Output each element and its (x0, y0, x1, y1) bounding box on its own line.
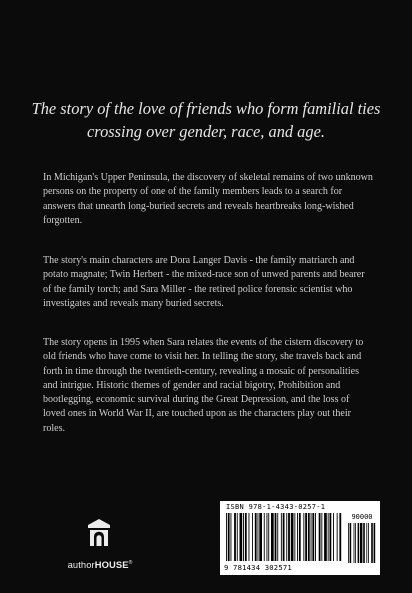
publisher-name (64, 559, 136, 570)
publisher-name-part1: author (67, 559, 95, 570)
registered-mark: ® (128, 559, 133, 566)
isbn-label: ISBN 978-1-4343-0257-1 (226, 503, 326, 511)
tagline: The story of the love of friends who form familial ties crossing over gender, race, and age. (31, 99, 381, 141)
publisher-logo (64, 518, 134, 578)
publisher-name-part2: HOUSE (94, 559, 129, 570)
price-code: 90000 (351, 513, 373, 521)
house-arch-icon (86, 518, 112, 548)
barcode-digits: 9 781434 302571 (224, 563, 292, 572)
synopsis-paragraph-3: The story opens in 1995 when Sara relates the events of the cistern discovery to old friends who have come to visit her. In telling the story, she travels back and forth in time through the twentieth-century, revealing a mosaic of personalities and intrigue. Historic themes of gender and racial bigotry, Prohibition and bootlegging, economic survival during the Great Depression, and the loss of loved ones in World War II, are touched upon as the characters play out their roles. (43, 337, 364, 434)
synopsis-paragraph-2: The story's main characters are Dora Langer Davis - the family matriarch and potato magnate; Twin Herbert - the mixed-race son of unwed parents and bearer of the family torch; and Sara Miller - the retired police forensic scientist who investigates and reveals many buried secrets. (43, 255, 365, 309)
synopsis-paragraph-1: In Michigan's Upper Peninsula, the discovery of skeletal remains of two unknown persons on the property of one of the family members leads to a search for answers that unearth long-buried secrets and reveals heartbreaks long-wished forgotten. (43, 172, 373, 226)
isbn-barcode (220, 501, 380, 575)
